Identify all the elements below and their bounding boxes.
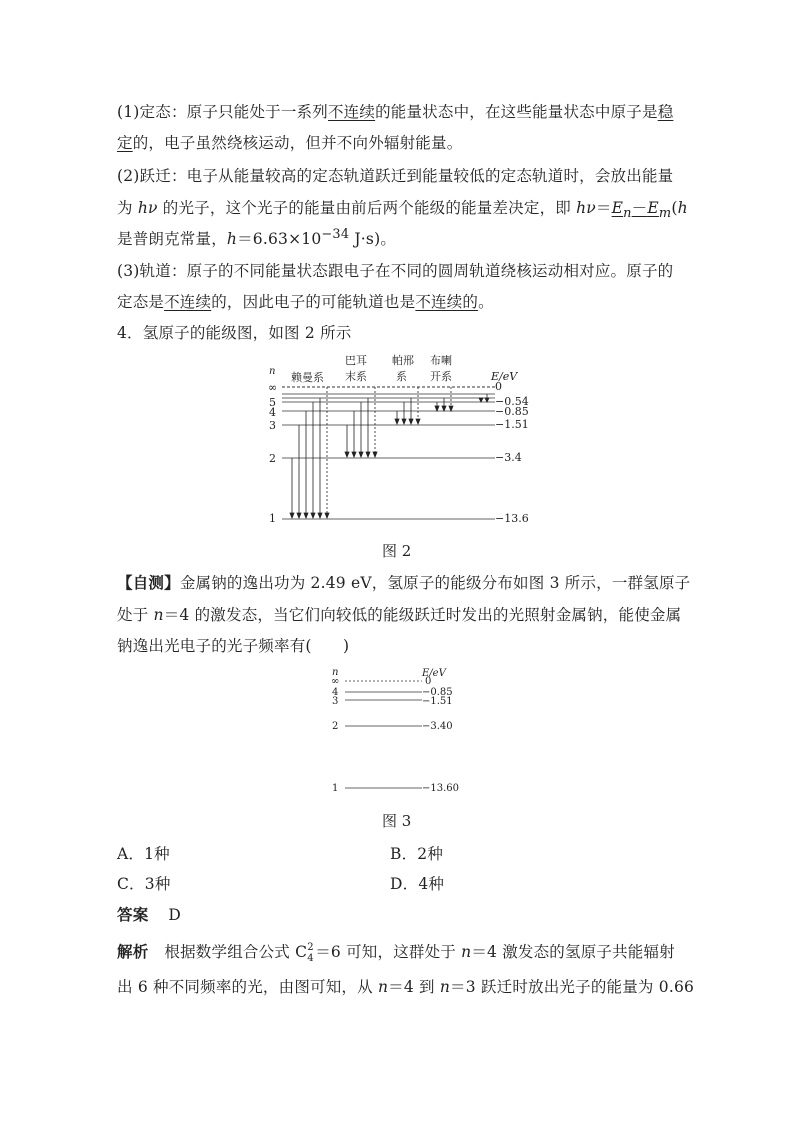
level-e-inf: 0 (425, 676, 432, 687)
text: 定态是 (117, 293, 165, 311)
math-hv: hν (137, 199, 158, 217)
text: (1)定态：原子只能处于一系列 (117, 103, 328, 121)
level-n-1: 1 (269, 512, 276, 525)
level-n-1: 1 (332, 783, 339, 794)
math-E: E (647, 199, 659, 217)
text: 的光子，这个光子的能量由前后两个能级的能量差决定，即 (157, 199, 577, 217)
level-n-4: 4 (269, 406, 276, 419)
energy-axis-label: E/eV (491, 370, 518, 383)
math-E: E (611, 199, 624, 217)
text: 金属钠的逸出功为 2.49 eV，氢原子的能级分布如图 3 所示，一群氢原子 (179, 574, 691, 592)
analysis-label: 解析 (117, 942, 149, 961)
level-n-4: 4 (332, 687, 339, 698)
exponent: −34 (321, 227, 350, 242)
text: 的，因此电子的可能轨道也是 (211, 293, 416, 311)
math-n: n (153, 606, 164, 624)
option-a[interactable]: A．1种 (117, 845, 170, 863)
text: 是普朗克常量， (117, 230, 227, 249)
text: 的，电子虽然绕核运动，但并不向外辐射能量。 (132, 134, 463, 152)
level-n-inf: ∞ (268, 381, 278, 394)
text: ＝4 到 (388, 978, 440, 996)
para-3-line-1 (117, 259, 673, 281)
math-h: h (226, 230, 238, 249)
question-line-1 (117, 571, 690, 593)
para-1-line-2 (117, 131, 462, 153)
math-hv: hν (576, 199, 596, 217)
answer-value: D (168, 906, 182, 924)
level-e-4: −0.85 (495, 405, 529, 418)
series-label-lyman: 赖曼系 (291, 371, 324, 384)
text: 为 (117, 199, 138, 217)
text: ( (671, 199, 678, 217)
math-n: n (439, 978, 451, 996)
level-n-2: 2 (332, 721, 339, 732)
answer-line (117, 903, 181, 925)
paschen-arrows (395, 387, 420, 424)
math-h: h (677, 199, 688, 217)
text: 的能量状态中，在这些能量状态中原子是 (375, 103, 658, 121)
level-e-1: −13.6 (495, 512, 529, 525)
text: ＝6.63×10 (237, 230, 322, 249)
lyman-arrows (290, 387, 329, 518)
question-label: 【自测】 (117, 573, 180, 592)
subscript: 4 (307, 953, 314, 964)
question-line-3 (117, 634, 349, 656)
text: J·s)。 (349, 230, 397, 249)
analysis-line-1 (117, 940, 675, 962)
para-1-line-1 (117, 100, 673, 122)
balmer-arrows (345, 387, 377, 457)
series-label-balmer-2: 末系 (345, 370, 367, 383)
text: － (631, 199, 648, 217)
series-label-brackett-1: 布喇 (430, 354, 452, 367)
series-label-paschen-2: 系 (396, 370, 407, 383)
item-4-text (117, 321, 351, 343)
text: (2)跃迁：电子从能量较高的定态轨道跃迁到能量较低的定态轨道时，会放出能量 (117, 167, 674, 185)
answer-label: 答案 (117, 905, 149, 924)
level-e-2: −3.4 (495, 451, 522, 464)
underlined-text: 稳 (657, 103, 674, 121)
level-e-4: −0.85 (422, 687, 453, 698)
text: ＝3 跃迁时放出光子的能量为 0.66 (450, 978, 695, 996)
series-label-paschen-1: 帕邢 (392, 354, 414, 367)
level-e-3: −1.51 (422, 696, 453, 707)
level-e-inf: 0 (495, 380, 502, 393)
level-n-inf: ∞ (331, 676, 340, 687)
energy-level-diagram-fig2 (255, 350, 545, 530)
n-label: n (269, 366, 276, 377)
math-n: n (461, 943, 472, 961)
text: ＝ (595, 199, 612, 217)
level-e-2: −3.40 (422, 721, 453, 732)
text: 出 6 种不同频率的光，由图可知，从 (117, 978, 378, 996)
option-d[interactable]: D．4种 (390, 875, 445, 893)
text: ＝4 激发态的氢原子共能辐射 (471, 943, 675, 961)
option-b[interactable]: B．2种 (390, 845, 444, 863)
text: 根据数学组合公式 C (164, 943, 308, 961)
math-sub-n: n (623, 206, 632, 222)
option-c[interactable]: C．3种 (117, 875, 171, 893)
text: ＝4 的激发态，当它们向较低的能级跃迁时发出的光照射金属钠，能使金属 (163, 606, 682, 624)
text: (3)轨道：原子的不同能量状态跟电子在不同的圆周轨道绕核运动相对应。原子的 (117, 262, 674, 280)
question-line-2 (117, 603, 681, 625)
level-n-5: 5 (269, 396, 276, 409)
text: ＝6 可知，这群处于 (315, 943, 462, 961)
level-e-1: −13.60 (422, 783, 460, 794)
level-n-3: 3 (332, 696, 339, 707)
para-2-line-2 (117, 196, 688, 221)
level-e-3: −1.51 (495, 418, 529, 431)
energy-axis-label: E/eV (422, 668, 446, 679)
underlined-text: 不连续 (164, 293, 212, 311)
para-3-line-2 (117, 290, 494, 312)
level-n-3: 3 (269, 419, 276, 432)
energy-level-diagram-fig3 (325, 664, 475, 800)
text: 4．氢原子的能级图，如图 2 所示 (117, 324, 352, 342)
math-sub-m: m (658, 206, 672, 222)
para-2-line-3 (117, 227, 396, 249)
series-label-brackett-2: 开系 (430, 370, 452, 383)
n-label: n (332, 667, 339, 678)
superscript: 2 (307, 942, 314, 953)
figure-2-caption: 图 2 (382, 542, 412, 560)
underlined-text: 不连续的 (415, 293, 479, 311)
brackett-arrows (435, 387, 453, 411)
analysis-line-2 (117, 975, 694, 997)
figure-3-caption: 图 3 (382, 812, 412, 830)
level-n-2: 2 (269, 452, 276, 465)
level-e-5: −0.54 (495, 395, 529, 408)
underlined-text: 不连续 (327, 103, 376, 121)
text: 钠逸出光电子的光子频率有( ) (117, 637, 350, 655)
text: 处于 (117, 606, 154, 624)
series-label-balmer-1: 巴耳 (345, 354, 367, 367)
underlined-text: 定 (117, 134, 133, 152)
math-n: n (377, 978, 389, 996)
text: 。 (478, 293, 494, 311)
para-2-line-1 (117, 164, 673, 186)
